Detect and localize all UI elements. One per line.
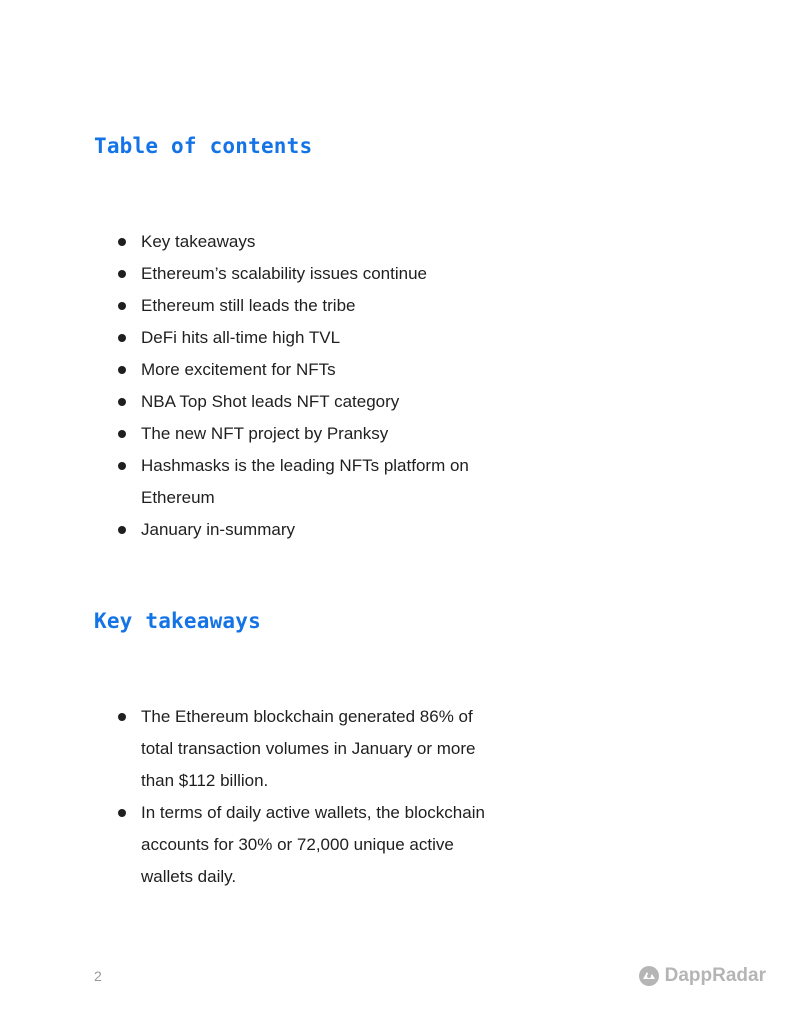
toc-item[interactable] — [116, 514, 516, 546]
toc-item-label: January in-summary — [141, 520, 295, 539]
toc-heading: Table of contents — [94, 134, 313, 158]
bullet-icon — [118, 302, 126, 310]
key-takeaways-heading: Key takeaways — [94, 609, 261, 633]
toc-item[interactable] — [116, 386, 516, 418]
toc-item[interactable] — [116, 354, 516, 386]
toc-item[interactable] — [116, 258, 516, 290]
bullet-icon — [118, 430, 126, 438]
bullet-icon — [118, 334, 126, 342]
brand-name: DappRadar — [664, 965, 766, 986]
toc-item-label: More excitement for NFTs — [141, 360, 336, 379]
bullet-icon — [118, 713, 126, 721]
toc-item-label: Hashmasks is the leading NFTs platform on Ethereum — [141, 456, 469, 507]
toc-item-label: NBA Top Shot leads NFT category — [141, 392, 400, 411]
page-number: 2 — [94, 968, 102, 984]
bullet-icon — [118, 398, 126, 406]
toc-item[interactable] — [116, 290, 516, 322]
list-item — [116, 701, 506, 797]
takeaway-text: The Ethereum blockchain generated 86% of total transaction volumes in January or more than $112 billion. — [141, 707, 476, 790]
bullet-icon — [118, 462, 126, 470]
toc-item[interactable] — [116, 418, 516, 450]
toc-list — [116, 226, 516, 546]
bullet-icon — [118, 809, 126, 817]
list-item — [116, 797, 506, 893]
bullet-icon — [118, 526, 126, 534]
toc-item-label: Ethereum still leads the tribe — [141, 296, 356, 315]
toc-item-label: The new NFT project by Pranksy — [141, 424, 389, 443]
toc-item[interactable] — [116, 450, 511, 514]
brand-logo — [638, 965, 766, 987]
toc-item-label: DeFi hits all-time high TVL — [141, 328, 341, 347]
toc-item[interactable] — [116, 322, 516, 354]
toc-item[interactable] — [116, 226, 516, 258]
dappradar-logo-icon — [638, 965, 660, 987]
toc-item-label: Ethereum’s scalability issues continue — [141, 264, 427, 283]
key-takeaways-list — [116, 701, 506, 893]
takeaway-text: In terms of daily active wallets, the blockchain accounts for 30% or 72,000 unique active wallets daily. — [141, 803, 485, 886]
bullet-icon — [118, 238, 126, 246]
bullet-icon — [118, 366, 126, 374]
bullet-icon — [118, 270, 126, 278]
toc-item-label: Key takeaways — [141, 232, 256, 251]
